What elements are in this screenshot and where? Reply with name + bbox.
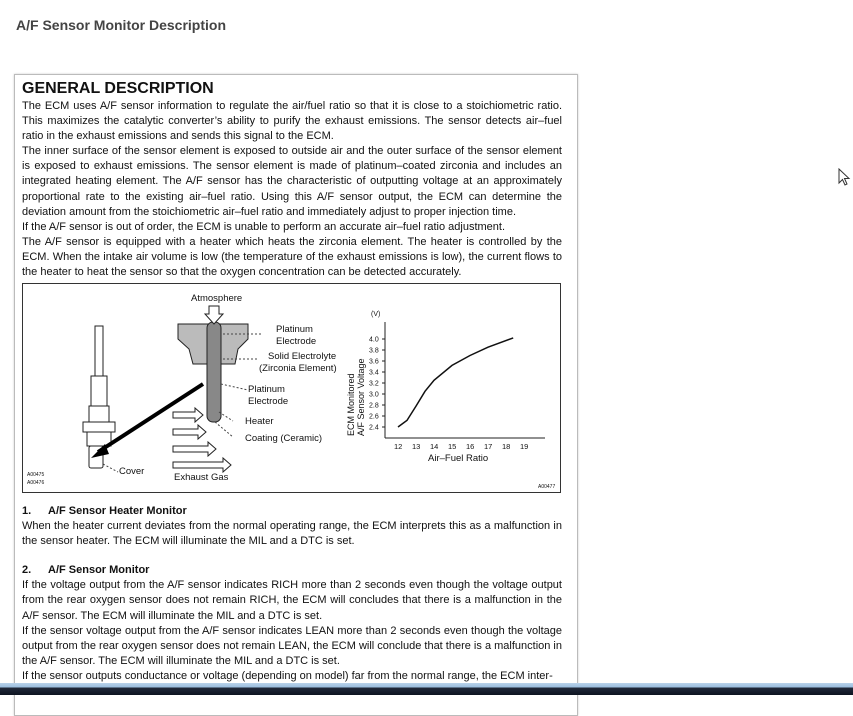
taskbar: [0, 683, 853, 695]
section-title: A/F Sensor Heater Monitor: [48, 505, 187, 518]
y-tick-label: 4.0: [369, 336, 379, 344]
x-tick-label: 12: [394, 442, 403, 452]
x-tick-label: 17: [484, 442, 493, 452]
paragraph: If the A/F sensor is out of order, the ECM is unable to perform an accurate air–fuel ratio adjustment.: [22, 220, 506, 233]
label-platinum-electrode: Electrode: [248, 396, 289, 408]
label-platinum-electrode: Electrode: [276, 336, 317, 348]
y-axis-label: ECM Monitored: [346, 373, 356, 437]
voltage-curve: [398, 338, 513, 427]
x-tick-label: 15: [448, 442, 457, 452]
sensor-figure: [22, 283, 561, 493]
label-exhaust-gas: Exhaust Gas: [174, 472, 229, 484]
y-tick-label: 3.2: [369, 380, 379, 388]
y-tick-label: 2.8: [369, 402, 379, 410]
x-tick-label: 16: [466, 442, 475, 452]
y-tick-label: 2.4: [369, 424, 379, 432]
paragraph: The ECM uses A/F sensor information to regulate the air/fuel ratio so that it is close to a stoichiometric ratio. This maximizes the catalytic converter’s ability to purify the exhaust emissions. The sensor detects air–fuel ratio in the exhaust emissions and sends this signal to the ECM.: [22, 100, 562, 143]
label-solid-electrolyte: Solid Electrolyte: [268, 351, 337, 363]
exhaust-arrows: [173, 408, 231, 472]
paragraph: When the heater current deviates from the normal operating range, the ECM interprets this as a malfunction in the sensor heater. The ECM will illuminate the MIL and a DTC is set.: [22, 520, 562, 548]
y-tick-label: 3.4: [369, 369, 379, 377]
label-atmosphere: Atmosphere: [191, 293, 243, 305]
element-cross-section: [178, 306, 248, 422]
label-heater: Heater: [245, 416, 274, 428]
label-coating: Coating (Ceramic): [245, 433, 323, 445]
section-title: A/F Sensor Monitor: [48, 564, 150, 577]
section-number: 1.: [22, 505, 32, 518]
x-tick-label: 14: [430, 442, 439, 452]
x-tick-label: 18: [502, 442, 511, 452]
y-tick-label: 2.6: [369, 413, 379, 421]
paragraph: If the sensor voltage output from the A/F sensor indicates LEAN more than 2 seconds even though the voltage output from the rear oxygen sensor does not remain LEAN, the ECM will conclude that there is a malfunction in the A/F sensor. The ECM will illuminate the MIL and a DTC is set.: [22, 624, 562, 667]
y-unit: (V): [371, 311, 381, 319]
section-number: 2.: [22, 564, 32, 577]
label-platinum-electrode: Platinum: [276, 324, 313, 336]
page-title: A/F Sensor Monitor Description: [16, 17, 227, 33]
y-axis-label: A/F Sensor Voltage: [356, 358, 366, 437]
label-cover: Cover: [119, 466, 145, 478]
paragraph: If the voltage output from the A/F sensor indicates RICH more than 2 seconds even though the voltage output from the rear oxygen sensor does not remain RICH, the ECM will concludes that there is a malfunction in the A/F sensor. The ECM will illuminate the MIL and a DTC is set.: [22, 579, 562, 622]
paragraph: The inner surface of the sensor element is exposed to outside air and the outer surface of the sensor element is exposed to exhaust emissions. The sensor element is made of platinum–coated zirconia and includes an integrated heating element. The A/F sensor has the characteristic of outputting voltage at an approximately proportional rate to the existing air–fuel ratio. Using this A/F sensor output, the ECM can determine the deviation amount from the stoichiometric air–fuel ratio and immediately adjust to proper injection time.: [22, 145, 562, 218]
label-platinum-electrode: Platinum: [248, 384, 285, 396]
section-heading: GENERAL DESCRIPTION: [22, 80, 214, 97]
y-tick-label: 3.6: [369, 358, 379, 366]
x-tick-label: 19: [520, 442, 529, 452]
sensor-illustration: [83, 326, 115, 468]
y-tick-label: 3.0: [369, 391, 379, 399]
x-axis-label: Air–Fuel Ratio: [428, 453, 489, 465]
section-sensor-monitor: [22, 563, 562, 684]
section-heater-monitor: [22, 504, 562, 549]
voltage-graph: [346, 311, 545, 464]
paragraph: If the sensor outputs conductance or voltage (depending on model) far from the normal range, the ECM inter-: [22, 669, 553, 682]
figure-code: A00477: [538, 484, 556, 491]
mouse-cursor-icon: [838, 168, 852, 188]
label-zirconia: (Zirconia Element): [259, 363, 337, 375]
document-viewer[interactable]: [14, 74, 578, 716]
figure-code: A00476: [27, 480, 45, 487]
figure-code: A00475: [27, 472, 45, 479]
y-tick-label: 3.8: [369, 347, 379, 355]
x-tick-label: 13: [412, 442, 421, 452]
paragraph: The A/F sensor is equipped with a heater which heats the zirconia element. The heater is controlled by the ECM. When the intake air volume is low (the temperature of the exhaust emissions is low), the current flows to the heater to heat the sensor so that the oxygen concentration can be detected accurately.: [22, 235, 562, 279]
